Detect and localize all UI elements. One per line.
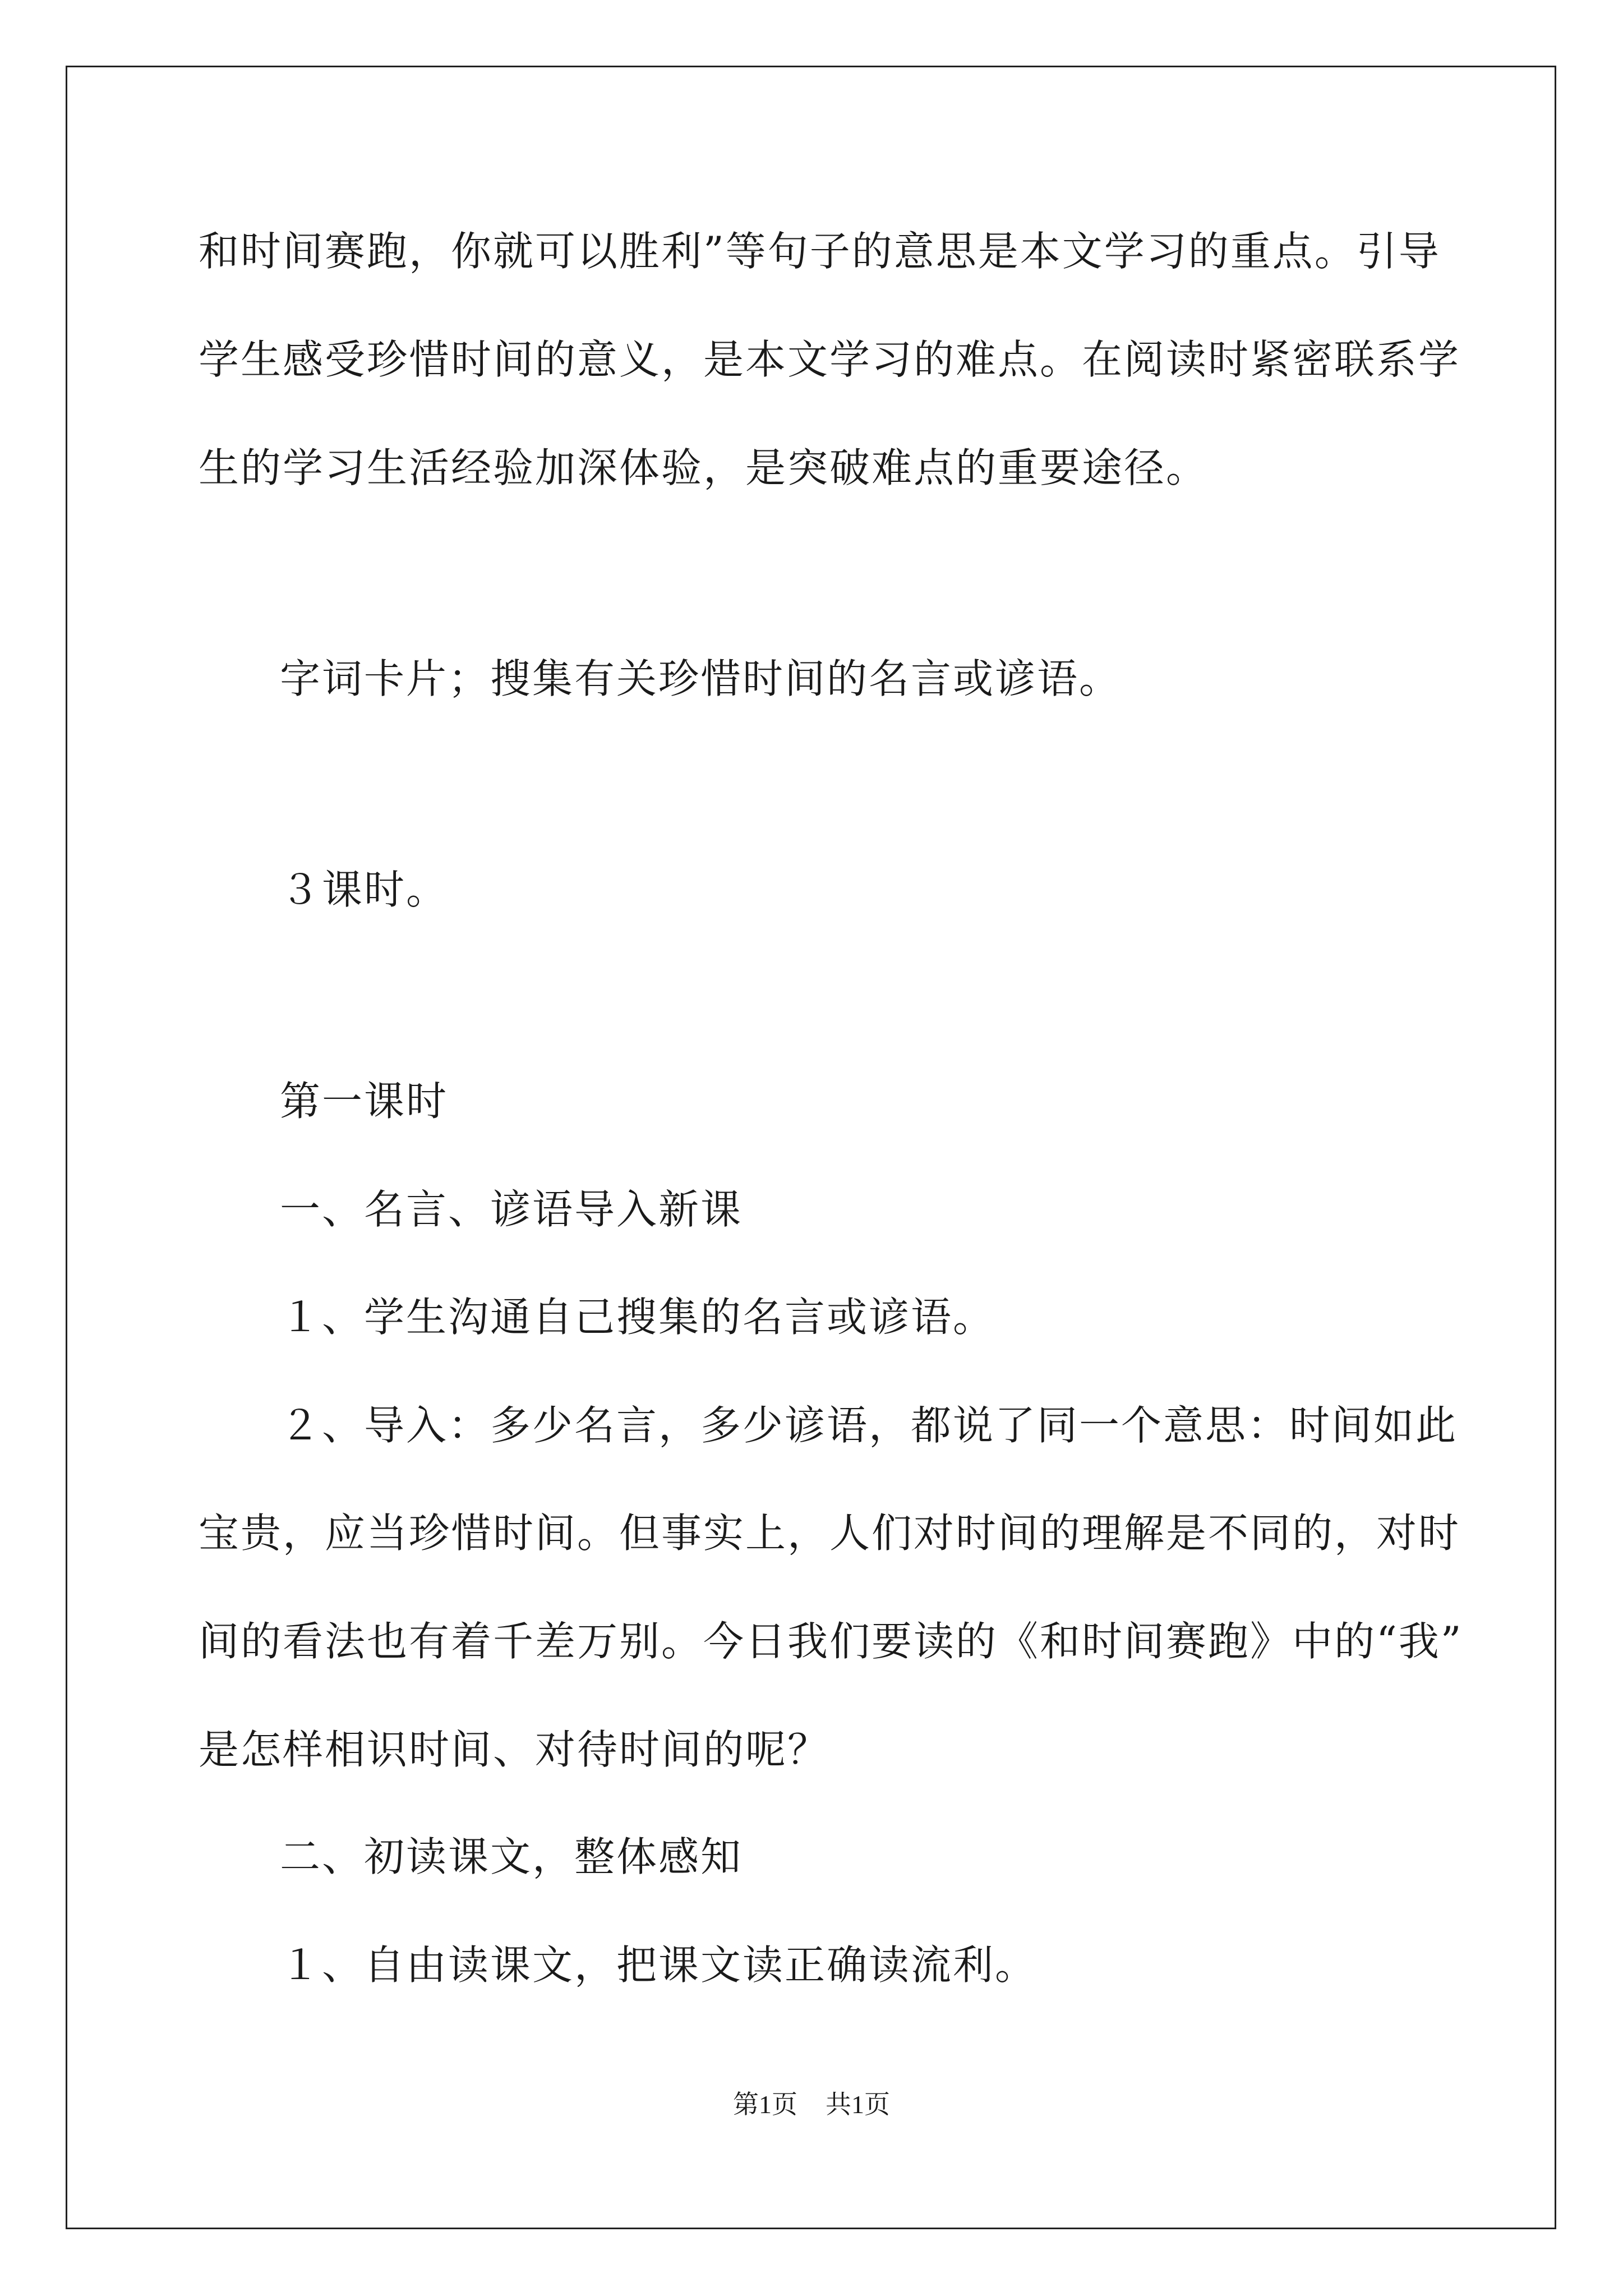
list-item: １、学生沟通自己搜集的名言或谚语。 (280, 1294, 995, 1341)
section-heading: 二、初读课文，整体感知 (280, 1833, 743, 1880)
paragraph-line: 和时间赛跑，你就可以胜利”等句子的意思是本文学习的重点。引导 (199, 228, 1441, 275)
paragraph-line: 间的看法也有着千差万别。今日我们要读的《和时间赛跑》中的“我” (199, 1618, 1463, 1665)
page-number: 第1页 (733, 2090, 797, 2119)
paragraph-line: 生的学习生活经验加深体验，是突破难点的重要途径。 (199, 444, 1209, 491)
paragraph-line: ３课时。 (280, 866, 449, 913)
page-total: 共1页 (826, 2090, 890, 2119)
list-item: １、自由读课文，把课文读正确读流利。 (280, 1941, 1038, 1989)
page-border (66, 66, 1556, 2229)
section-heading: 一、名言、谚语导入新课 (280, 1186, 743, 1233)
paragraph-line: 宝贵，应当珍惜时间。但事实上，人们对时间的理解是不同的，对时 (199, 1510, 1461, 1557)
page-footer (0, 2088, 1623, 2122)
paragraph-line: 字词卡片；搜集有关珍惜时间的名言或谚语。 (280, 655, 1122, 702)
paragraph-line: 学生感受珍惜时间的意义，是本文学习的难点。在阅读时紧密联系学 (199, 336, 1461, 383)
section-heading: 第一课时 (280, 1078, 449, 1125)
paragraph-line: 是怎样相识时间、对待时间的呢？ (199, 1726, 830, 1773)
list-item: ２、导入：多少名言，多少谚语，都说了同一个意思：时间如此 (280, 1402, 1458, 1449)
